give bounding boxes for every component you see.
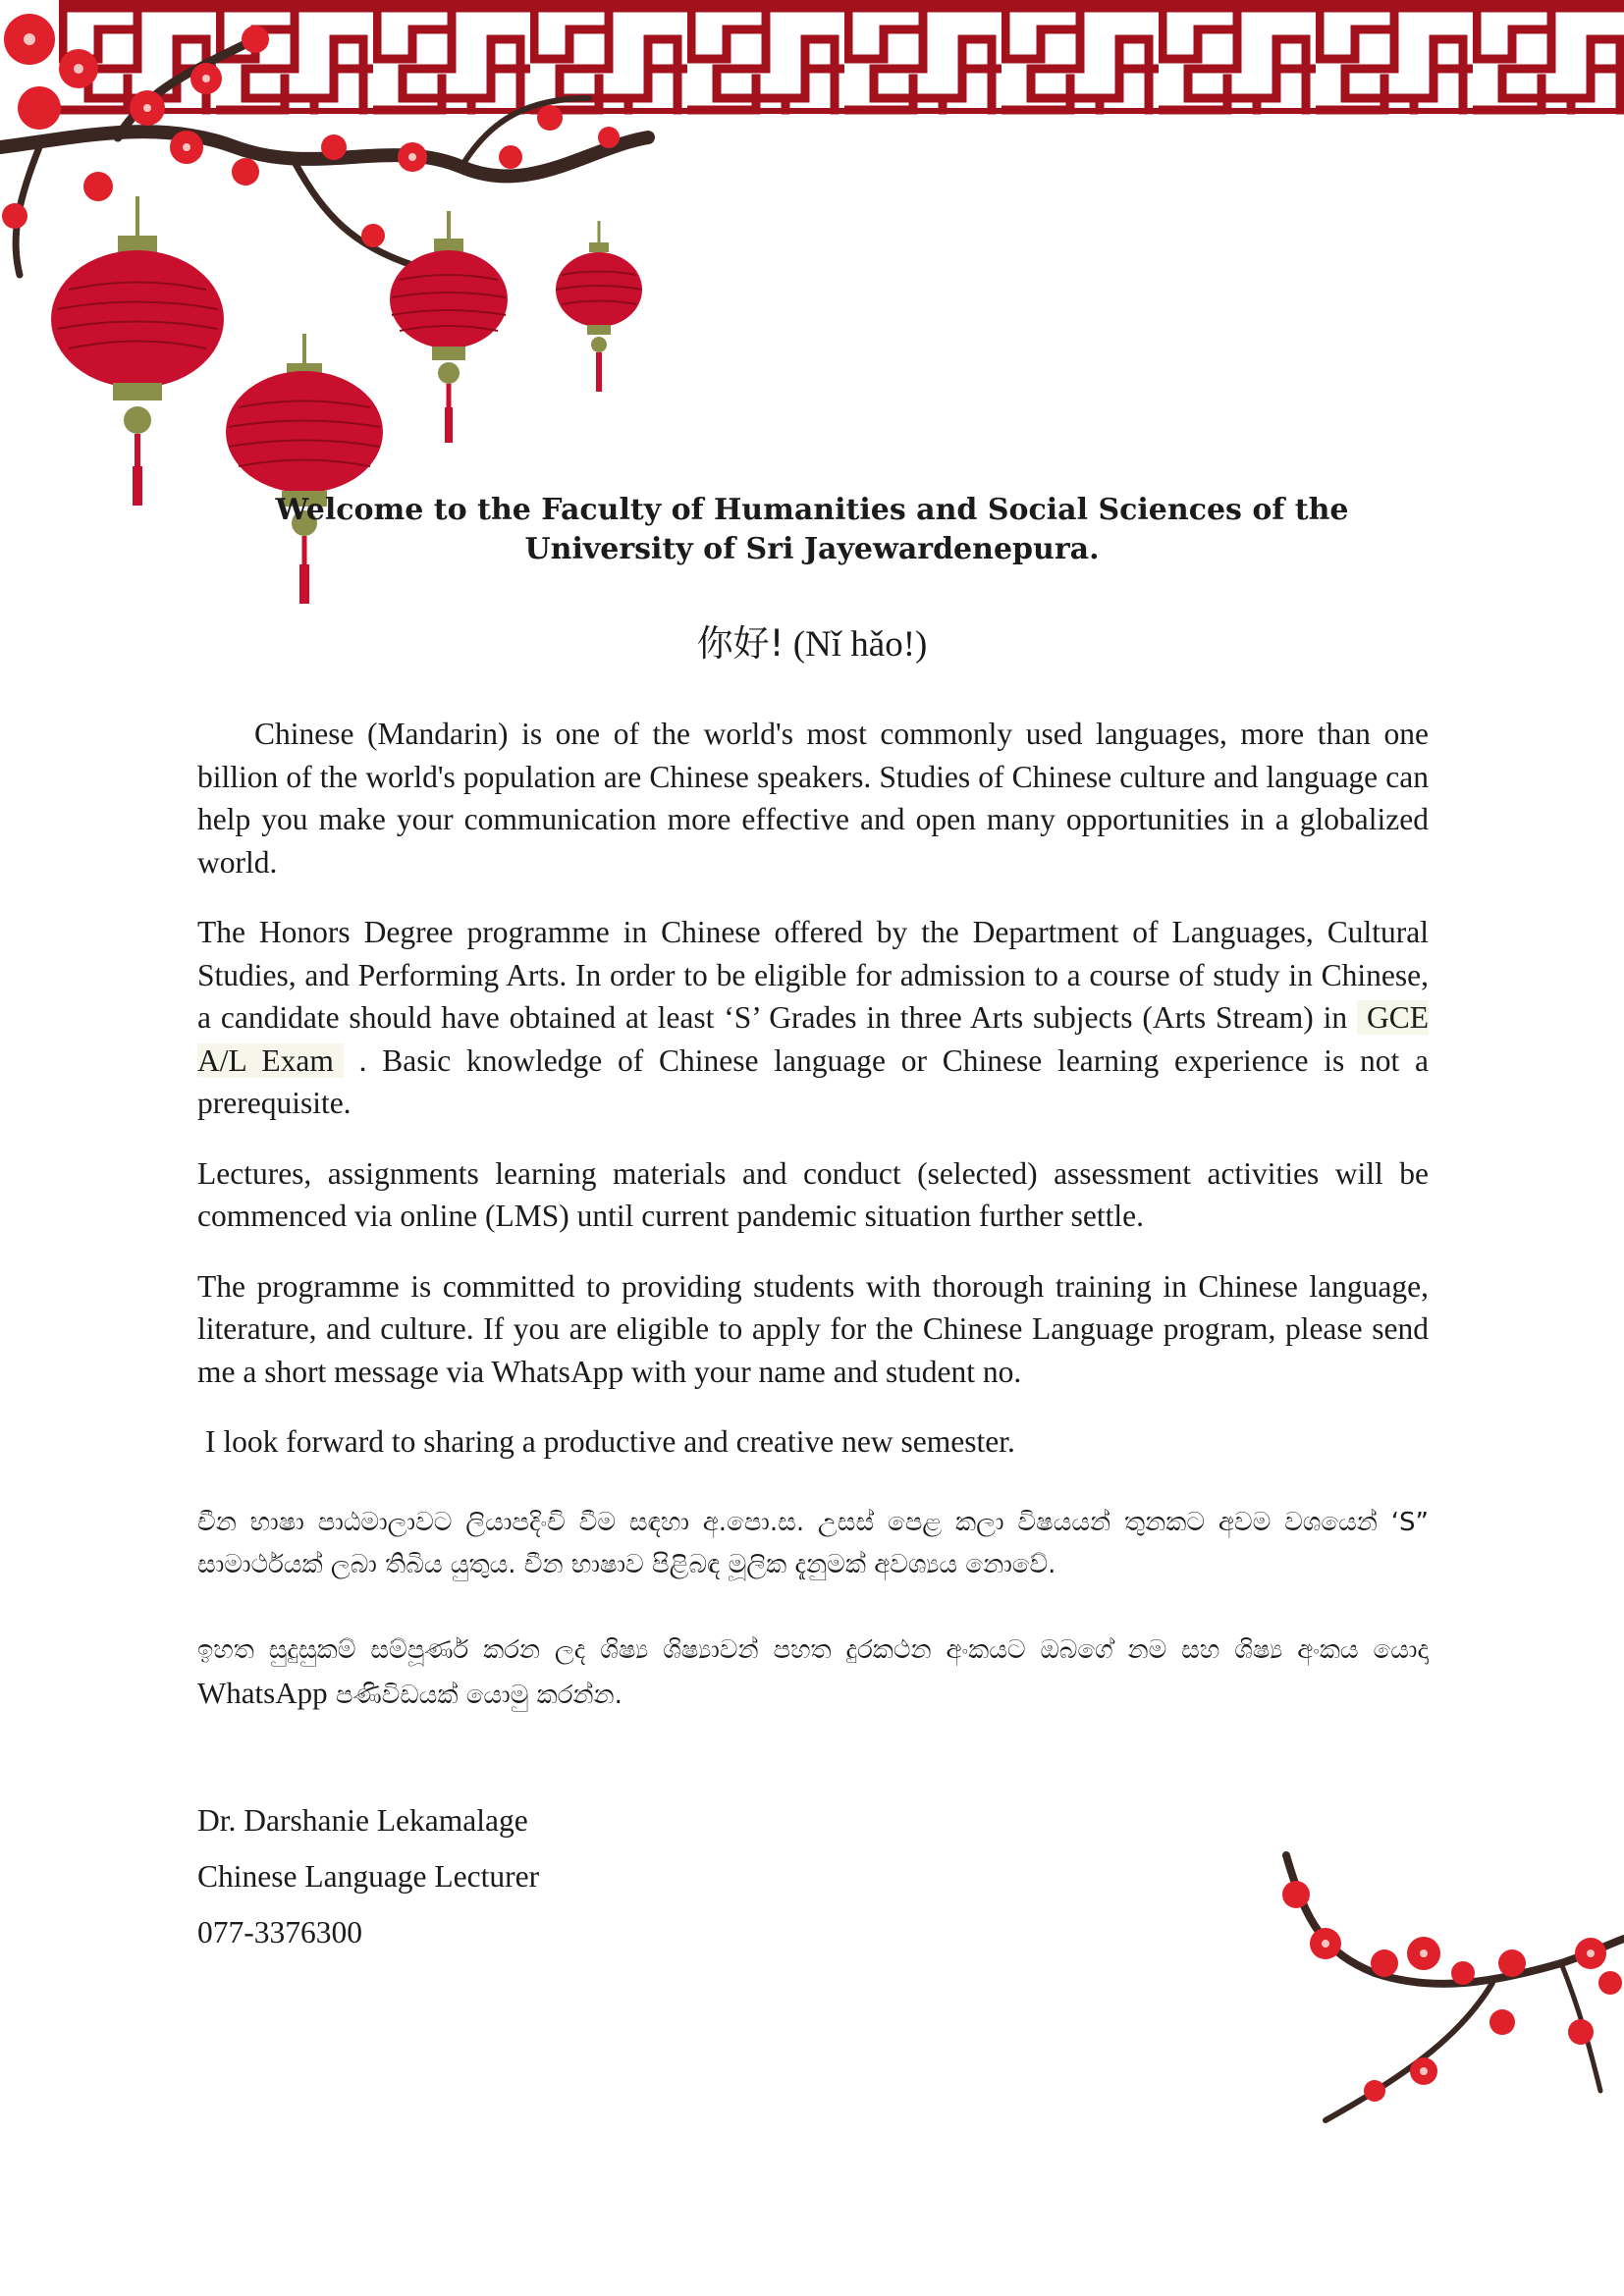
- signature-title: Chinese Language Lecturer: [197, 1859, 540, 1894]
- body-text: [197, 713, 1429, 1491]
- paragraph-online: Lectures, assignments learning materials and conduct (selected) assessment activities will be commenced via online (LMS) until current pandemic situation further settle.: [197, 1155, 1429, 1233]
- signature-name: Dr. Darshanie Lekamalage: [197, 1803, 528, 1838]
- red-lantern: [385, 211, 513, 447]
- paragraph-eligibility: [197, 911, 1429, 1125]
- paragraph-intro: Chinese (Mandarin) is one of the world's most commonly used languages, more than one billion of the world's population are Chinese speakers. Studies of Chinese culture and language can help you make your communication more effective and open many opportunities in a globalized world.: [197, 717, 1429, 880]
- eligibility-text-end: . Basic knowledge of Chinese language or Chinese learning experience is not a prerequisite.: [197, 1042, 1430, 1120]
- red-lantern: [550, 221, 648, 398]
- sinhala-paragraph-2: [197, 1629, 1429, 1717]
- paragraph-programme: The programme is committed to providing students with thorough training in Chinese language, literature, and culture. If you are eligible to apply for the Chinese Language program, please send me a short message via WhatsApp with your name and student no.: [197, 1268, 1429, 1389]
- signature-phone: 077-3376300: [197, 1915, 362, 1949]
- paragraph-closing: I look forward to sharing a productive and creative new semester.: [205, 1424, 1015, 1459]
- greeting-chinese: 你好!: [696, 622, 785, 665]
- plum-blossom-branch: [1267, 1845, 1624, 2179]
- welcome-heading: [196, 491, 1428, 569]
- sinhala-paragraph-1: චීන භාෂා පාඨමාලාවට ලියාපදිංචි වීම සඳහා අ.පො.ස. උසස් පෙළ කලා විෂයයන් තුනකට අවම වශයෙන් ‘S” සාමාර්ථයක් ලබා තිබිය යුතුය. චීන භාෂාව පිළිබඳ මූලික දැනුමක් අවශ්‍යය නොවේ.: [197, 1508, 1429, 1579]
- sinhala-text: ඉහත සුදුසුකම් සම්පූර්ණ කරන ලද ශිෂ්‍ය ශිෂ්‍යාවන් පහත දුරකථන අංකයට ඔබගේ නම සහ ශිෂ්‍ය අංකය යොදා: [197, 1635, 1429, 1665]
- exam-name: GCE A/L Exam: [197, 1000, 1430, 1078]
- signature-block: [197, 1792, 539, 1960]
- eligibility-text: The Honors Degree programme in Chinese offered by the Department of Languages, Cultural Studies, and Performing Arts. In order to be eligible for admission to a course of study in Chinese, a candidate should have obtained at least ‘S’ Grades in three Arts subjects (Arts Stream) in: [197, 915, 1429, 1035]
- greeting: [196, 622, 1428, 667]
- welcome-line-2: University of Sri Jayewardenepura.: [524, 532, 1100, 566]
- red-lantern: [49, 196, 226, 510]
- sinhala-text-end: පණිවිඩයක් යොමු කරන්න.: [335, 1681, 623, 1710]
- welcome-line-1: Welcome to the Faculty of Humanities and Social Sciences of the: [275, 493, 1349, 527]
- whatsapp-word: WhatsApp: [197, 1676, 328, 1710]
- greeting-pinyin: (Nǐ hǎo!): [792, 624, 928, 665]
